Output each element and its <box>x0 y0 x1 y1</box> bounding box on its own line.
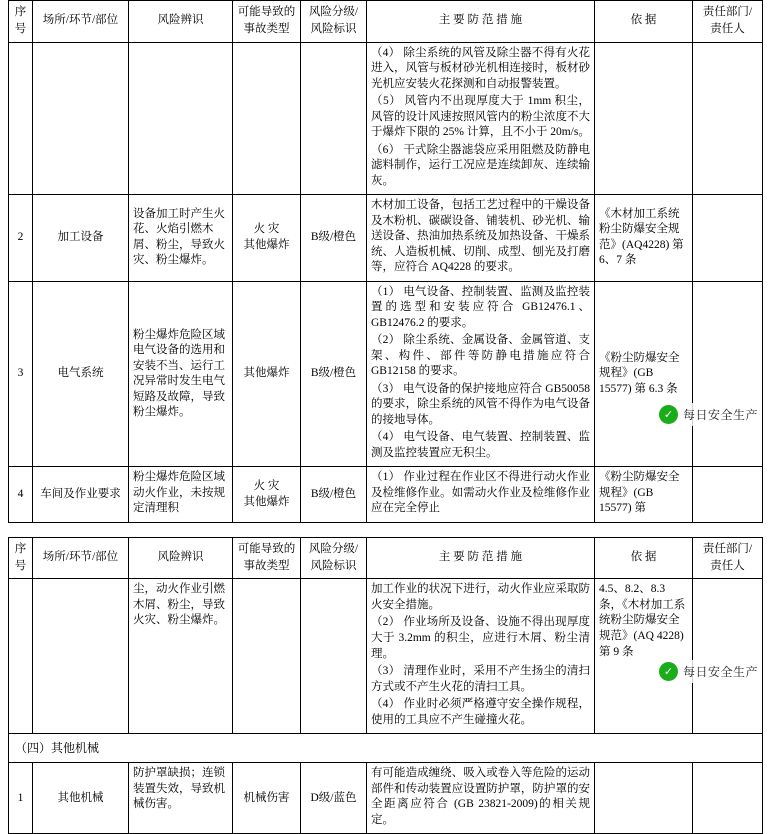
col-header-measures: 主 要 防 范 措 施 <box>367 1 595 43</box>
cell-basis: 《粉尘防爆安全规程》(GB 15577) 第 <box>595 467 693 523</box>
cell-risk: 设备加工时产生火花、火焰引燃木屑、粉尘，导致火灾、粉尘爆炸。 <box>129 195 233 282</box>
col-header-dept <box>693 537 763 579</box>
col-header-level <box>301 537 367 579</box>
watermark-badge-bottom <box>655 660 762 683</box>
col-header-no-line2: 号 <box>14 560 27 573</box>
measure-item: （2） 除尘系统、金属设备、金属管道、支架、构件、部件等防静电措施应符合 GB12158 的要求。 <box>371 334 590 378</box>
col-header-level-line2: 风险标识 <box>310 23 357 36</box>
wechat-logo-icon: ✓ <box>659 405 678 424</box>
cell-accident <box>233 467 301 523</box>
measure-item: （4） 作业时必须严格遵守安全操作规程，使用的工具应不产生碰撞火花。 <box>371 698 590 726</box>
cell-measures <box>367 281 595 467</box>
col-header-basis: 依 据 <box>595 537 693 579</box>
cell-level: B级/橙色 <box>301 467 367 523</box>
cell-measures <box>367 467 595 523</box>
cell-level: D级/蓝色 <box>301 763 367 834</box>
table-row <box>9 195 763 282</box>
cell-level: B级/橙色 <box>301 281 367 467</box>
col-header-dept-line1: 责任部门/ <box>702 6 753 18</box>
cell-accident: 其他爆炸 <box>233 281 301 467</box>
measure-item: （3） 清理作业时，采用不产生扬尘的清扫方式或不产生火花的清扫工具。 <box>371 665 590 693</box>
col-header-no-line1: 序 <box>14 542 27 555</box>
col-header-accident-line1: 可能导致的 <box>237 542 296 555</box>
cell-basis <box>595 763 693 834</box>
cell-place <box>33 42 129 195</box>
measure-item: （1） 作业过程在作业区不得进行动火作业及检维修作业。如需动火作业及检维修作业应在完全停止 <box>371 471 590 515</box>
cell-no: 2 <box>9 195 33 282</box>
col-header-basis: 依 据 <box>595 1 693 43</box>
cell-no <box>9 42 33 195</box>
col-header-dept-line2: 责任人 <box>710 560 745 573</box>
table-row <box>9 467 763 523</box>
measure-item: （3） 电气设备的保护接地应符合 GB50058 的要求，除尘系统的风管不得作为电气设备的接地导体。 <box>371 382 590 426</box>
cell-level: B级/橙色 <box>301 195 367 282</box>
col-header-level <box>301 1 367 43</box>
cell-accident: 机械伤害 <box>233 763 301 834</box>
cell-accident <box>233 195 301 282</box>
cell-basis <box>595 42 693 195</box>
cell-dept <box>693 195 763 282</box>
col-header-measures: 主 要 防 范 措 施 <box>367 537 595 579</box>
table-row <box>9 763 763 834</box>
col-header-no-line1: 序 <box>14 6 27 18</box>
cell-measures <box>367 195 595 282</box>
page-break-gap <box>0 523 770 537</box>
measure-item: （5） 风管内不出现厚度大于 1mm 积尘，风管的设计风速按照风管内的粉尘浓度不大于爆炸下限的 25% 计算，且不小于 20m/s。 <box>371 95 590 139</box>
cell-measures <box>367 763 595 834</box>
cell-dept <box>693 467 763 523</box>
cell-risk: 粉尘爆炸危险区域电气设备的选用和安装不当、运行工况异常时发生电气短路及故障，导致粉尘爆炸。 <box>129 281 233 467</box>
table-row <box>9 579 763 734</box>
cell-risk: 尘，动火作业引燃木屑、粉尘，导致火灾、粉尘爆炸。 <box>129 579 233 734</box>
cell-accident-line1: 火 灾 <box>253 223 280 236</box>
measure-item: （4） 除尘系统的风管及除尘器不得有火花进入，风管与板材砂光机相连接时，板材砂光机应安装火花探测和自动报警装置。 <box>371 46 590 90</box>
measure-item: （4） 电气设备、电气装置、控制装置、监测及监控装置应无积尘。 <box>371 431 590 459</box>
risk-table-bottom <box>8 537 763 834</box>
cell-basis: 《木材加工系统粉尘防爆安全规范》(AQ4228) 第 6、7 条 <box>595 195 693 282</box>
cell-no: 4 <box>9 467 33 523</box>
measure-item: （1） 电气设备、控制装置、监测及监控装置的选型和安装应符合 GB12476.1、GB12476.2 的要求。 <box>371 285 590 329</box>
risk-table-top <box>8 0 763 523</box>
col-header-no <box>9 537 33 579</box>
cell-dept <box>693 42 763 195</box>
section-heading-row <box>9 734 763 763</box>
cell-no <box>9 579 33 734</box>
cell-risk: 粉尘爆炸危险区域动火作业，未按规定清理积 <box>129 467 233 523</box>
cell-accident-line2: 其他爆炸 <box>243 238 290 251</box>
watermark-label: 每日安全生产 <box>682 665 758 679</box>
cell-level <box>301 42 367 195</box>
cell-dept <box>693 579 763 734</box>
table-header-row <box>9 1 763 43</box>
measure-item: 木材加工设备，包括工艺过程中的干燥设备及木粉机、碳碳设备、铺装机、砂光机、输送设备、热油加热系统及加热设备、干燥系统、人造板机械、切削、成型、刨光及打磨等，应符合 AQ4228 的要求。 <box>371 199 590 274</box>
col-header-dept-line1: 责任部门/ <box>702 542 753 555</box>
watermark-badge-top <box>655 403 762 426</box>
table-row <box>9 281 763 467</box>
col-header-level-line1: 风险分级/ <box>308 6 359 18</box>
cell-measures <box>367 579 595 734</box>
cell-measures <box>367 42 595 195</box>
cell-dept <box>693 281 763 467</box>
col-header-risk: 风险辨识 <box>129 537 233 579</box>
col-header-place: 场所/环节/部位 <box>33 1 129 43</box>
col-header-no-line2: 号 <box>14 23 27 36</box>
cell-accident <box>233 579 301 734</box>
col-header-level-line2: 风险标识 <box>310 560 357 573</box>
measure-item: 加工作业的状况下进行，动火作业应采取防火安全措施。 <box>371 583 590 611</box>
cell-risk: 防护罩缺损；连锁装置失效，导致机械伤害。 <box>129 763 233 834</box>
wechat-logo-icon: ✓ <box>659 662 678 681</box>
cell-place: 车间及作业要求 <box>33 467 129 523</box>
cell-place <box>33 579 129 734</box>
cell-dept <box>693 763 763 834</box>
col-header-dept <box>693 1 763 43</box>
col-header-accident-line2: 事故类型 <box>243 23 290 36</box>
cell-place: 加工设备 <box>33 195 129 282</box>
col-header-accident <box>233 537 301 579</box>
watermark-label: 每日安全生产 <box>682 408 758 422</box>
cell-no: 1 <box>9 763 33 834</box>
col-header-place: 场所/环节/部位 <box>33 537 129 579</box>
cell-place: 其他机械 <box>33 763 129 834</box>
cell-place: 电气系统 <box>33 281 129 467</box>
cell-accident <box>233 42 301 195</box>
col-header-accident-line1: 可能导致的 <box>237 6 296 18</box>
col-header-no <box>9 1 33 43</box>
measure-item: 有可能造成缠绕、吸入或卷入等危险的运动部件和传动装置应设置防护罩，防护罩的安全距离应符合 (GB 23821-2009)的相关规定。 <box>371 767 590 826</box>
col-header-accident-line2: 事故类型 <box>243 560 290 573</box>
cell-risk <box>129 42 233 195</box>
cell-accident-line2: 其他爆炸 <box>243 495 290 508</box>
table-header-row <box>9 537 763 579</box>
col-header-risk: 风险辨识 <box>129 1 233 43</box>
col-header-level-line1: 风险分级/ <box>308 542 359 555</box>
cell-basis: 4.5、8.2、8.3 条，《木材加工系统粉尘防爆安全规范》(AQ 4228)第 9 条 <box>595 579 693 734</box>
cell-level <box>301 579 367 734</box>
col-header-accident <box>233 1 301 43</box>
table-row <box>9 42 763 195</box>
cell-accident-line1: 火 灾 <box>253 480 280 493</box>
cell-no: 3 <box>9 281 33 467</box>
col-header-dept-line2: 责任人 <box>710 23 745 36</box>
cell-basis: 《粉尘防爆安全规程》(GB 15577) 第 6.3 条 <box>595 281 693 467</box>
section-heading: （四）其他机械 <box>9 734 763 763</box>
measure-item: （2） 作业场所及设备、设施不得出现厚度大于 3.2mm 的积尘，应进行木屑、粉尘清理。 <box>371 616 590 660</box>
measure-item: （6） 干式除尘器滤袋应采用阻燃及防静电滤料制作，运行工况应是连续卸灰、连续输灰。 <box>371 143 590 187</box>
